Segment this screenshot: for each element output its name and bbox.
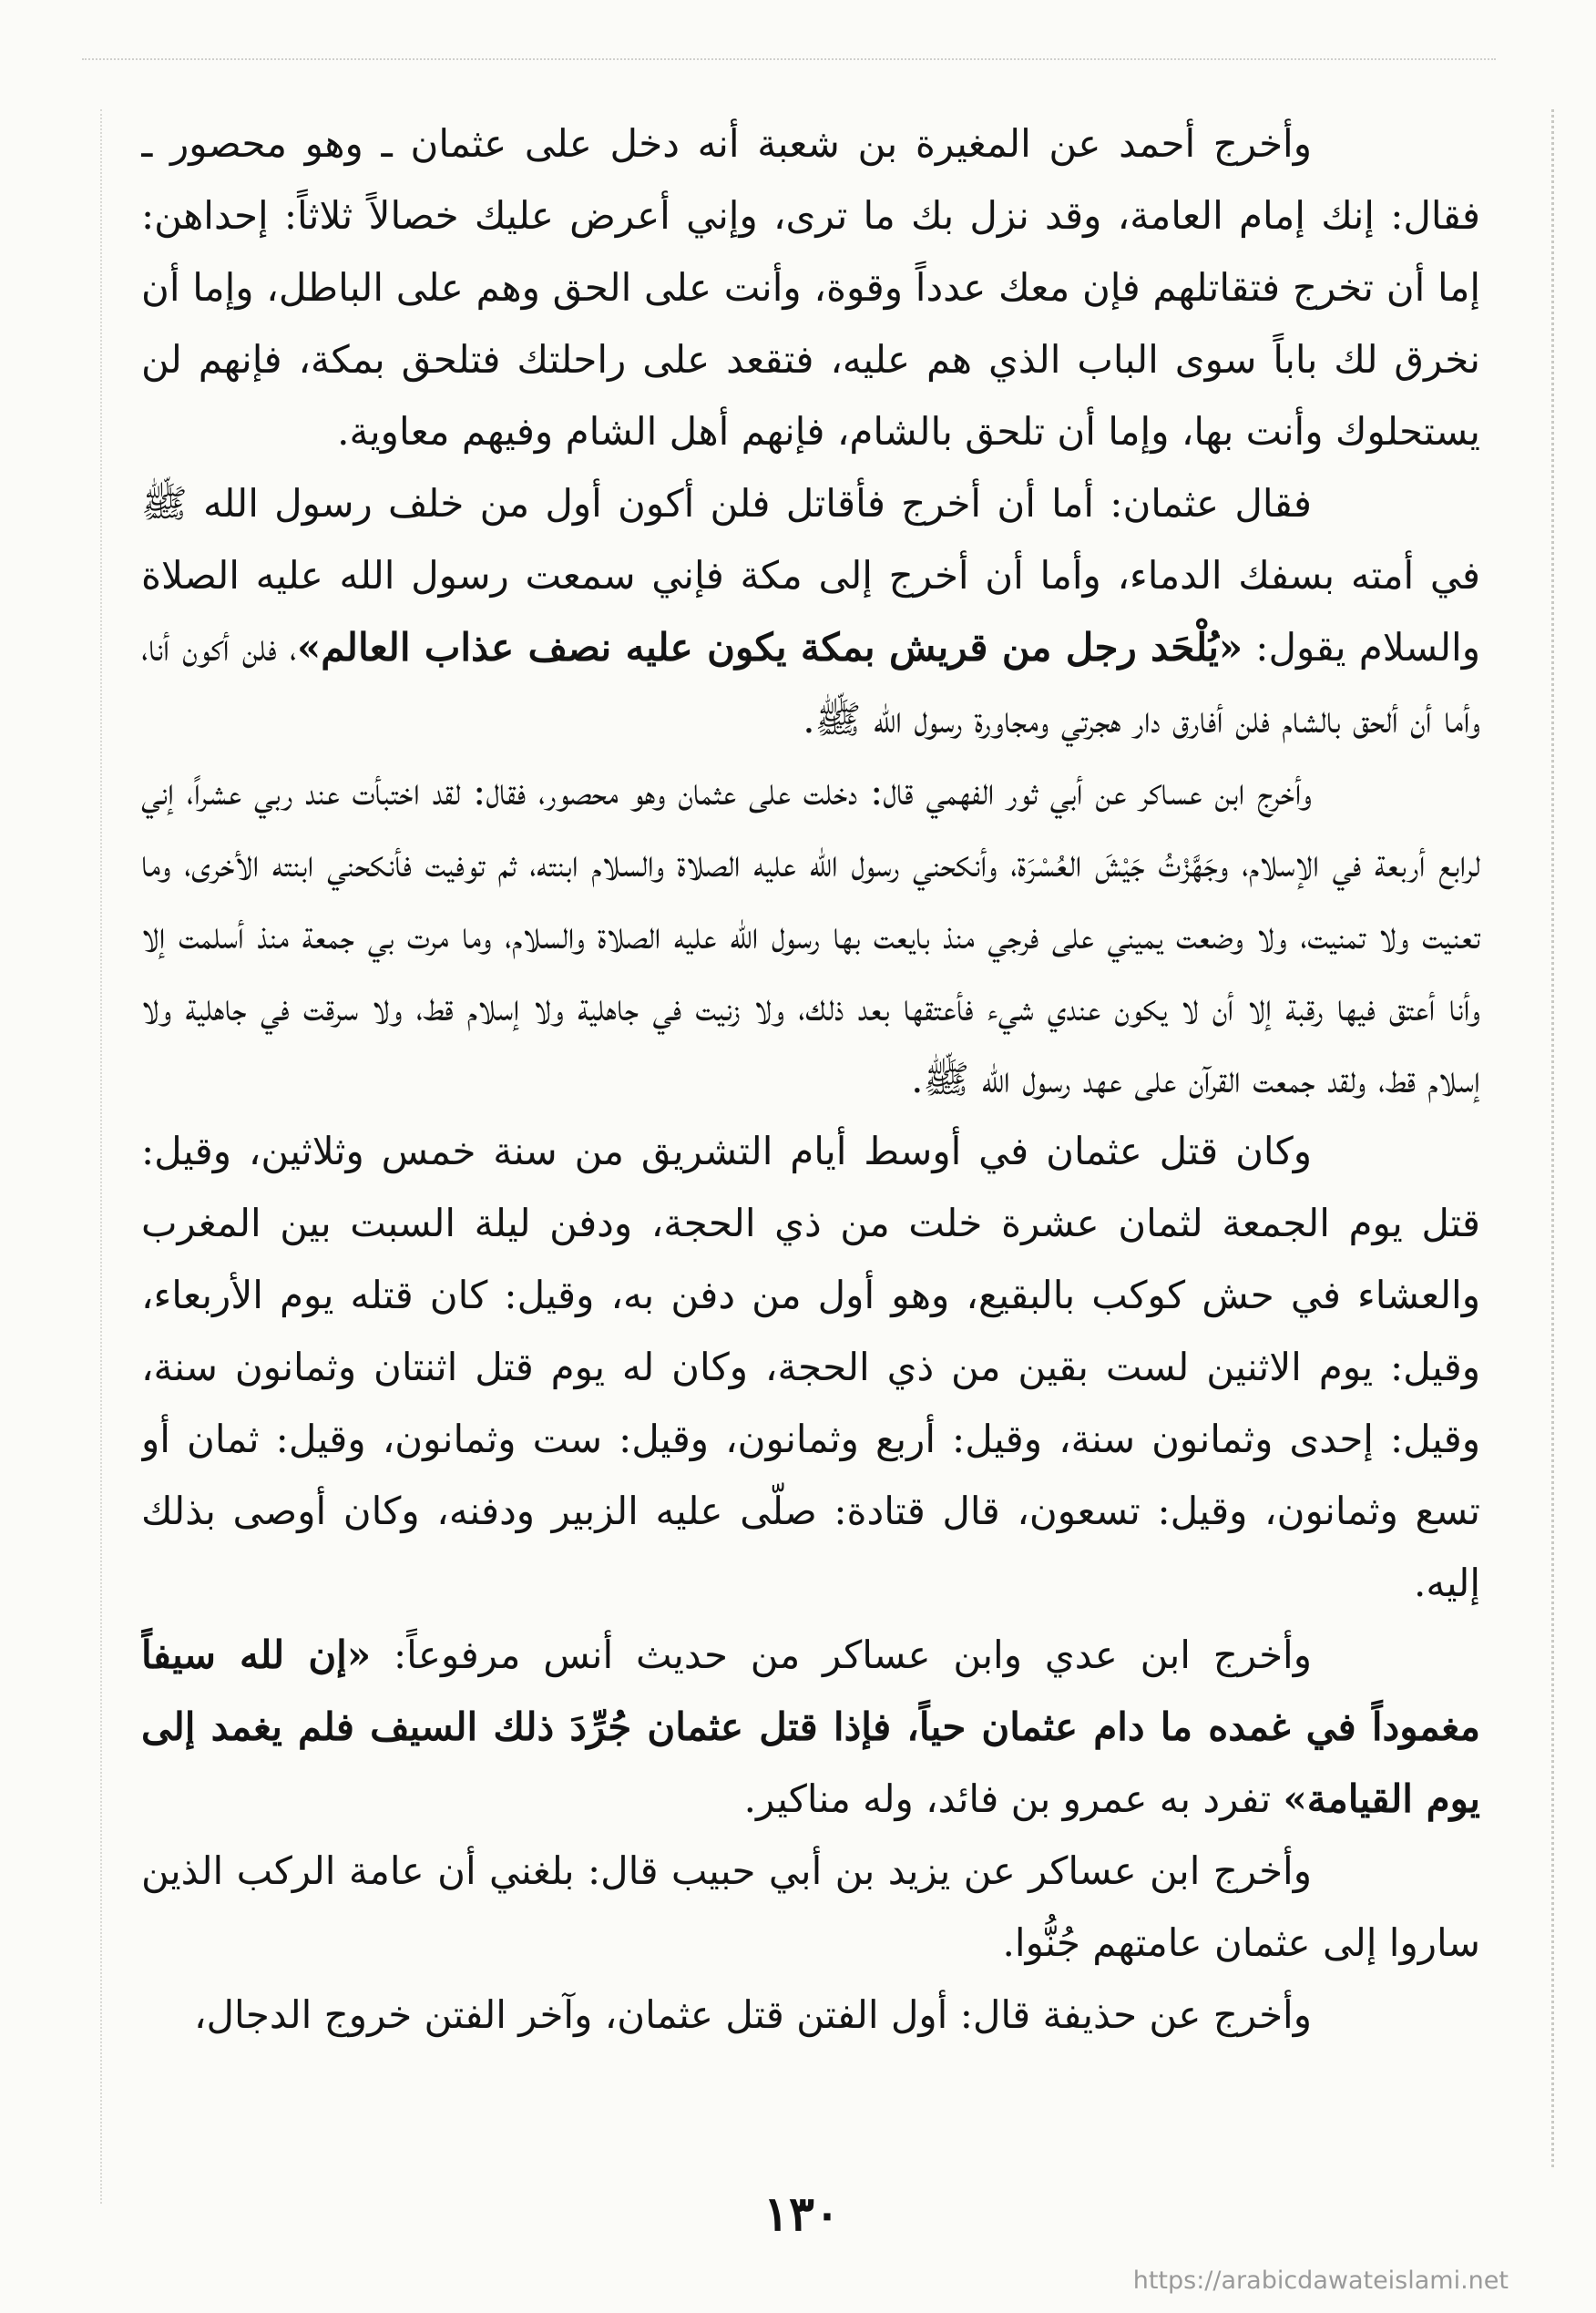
paragraph: [141, 107, 1480, 467]
paragraph: [141, 1619, 1480, 1835]
page-number: ١٣٠: [763, 2186, 840, 2242]
paragraph-text: وأخرج ابن عساكر عن أبي ثور الفهمي قال: دخلت على عثمان وهو محصور، فقال: لقد اختبأت عند ربي عشراً، إني لرابع أربعة في الإسلام، وجَهَّزْتُ جَيْشَ العُسْرَة، وأنكحني رسول الله عليه الصلاة والسلام ابنته، ثم توفيت فأنكحني ابنته الأخرى، وما تعنيت ولا تمنيت، ولا وضعت يميني على فرجي منذ بايعت بها رسول الله عليه الصلاة والسلام، وما مرت بي جمعة منذ أسلمت إلا وأنا أعتق فيها رقبة إلا أن لا يكون عندي شيء فأعتقها بعد ذلك، ولا زنيت في جاهلية ولا إسلام قط، ولا سرقت في جاهلية ولا إسلام قط، ولقد جمعت القرآن على عهد رسول الله ﷺ.: [141, 769, 1480, 1101]
hadith-quote: «يُلْحَد رجل من قريش بمكة يكون عليه نصف عذاب العالم»: [296, 625, 1243, 670]
paragraph: [141, 467, 1480, 755]
page-body: [141, 107, 1480, 2185]
hadith-quote: «إن لله سيفاً مغموداً في غمده ما دام عثمان حياً، فإذا قتل عثمان جُرِّدَ ذلك السيف فلم يغمد إلى يوم القيامة»: [141, 1632, 1480, 1821]
paragraph-text: وأخرج عن حذيفة قال: أول الفتن قتل عثمان، وآخر الفتن خروج الدجال،: [193, 1992, 1312, 2037]
paragraph: [141, 1979, 1480, 2051]
scan-edge-left: [100, 109, 102, 2204]
paragraph-text: ، فلن أكون أنا، وأما أن ألحق بالشام فلن أفارق دار هجرتي ومجاورة رسول الله ﷺ.: [141, 625, 1480, 742]
paragraph: [141, 755, 1480, 1115]
paragraph-text: وكان قتل عثمان في أوسط أيام التشريق من سنة خمس وثلاثين، وقيل: قتل يوم الجمعة لثمان عشرة خلت من ذي الحجة، ودفن ليلة السبت بين المغرب والعشاء في حش كوكب بالبقيع، وهو أول من دفن به، وقيل: كان قتله يوم الأربعاء، وقيل: يوم الاثنين لست بقين من ذي الحجة، وكان له يوم قتل اثنتان وثمانون سنة، وقيل: إحدى وثمانون سنة، وقيل: أربع وثمانون، وقيل: ست وثمانون، وقيل: ثمان أو تسع وثمانون، وقيل: تسعون، قال قتادة: صلّى عليه الزبير ودفنه، وكان أوصى بذلك إليه.: [141, 1129, 1480, 1605]
paragraph: [141, 1115, 1480, 1619]
scan-edge-top: [82, 58, 1496, 73]
paragraph-text: فقال عثمان: أما أن أخرج فأقاتل فلن أكون أول من خلف رسول الله ﷺ في أمته بسفك الدماء، وأما أن أخرج إلى مكة فإني سمعت رسول الله عليه الصلاة والسلام يقول:: [141, 481, 1480, 670]
watermark: https://arabicdawateislami.net: [1132, 2267, 1509, 2295]
scan-edge-right: [1551, 109, 1554, 2167]
paragraph-text: وأخرج ابن عساكر عن يزيد بن أبي حبيب قال: بلغني أن عامة الركب الذين ساروا إلى عثمان عامتهم جُنُّوا.: [141, 1848, 1480, 1965]
paragraph-text: وأخرج أحمد عن المغيرة بن شعبة أنه دخل على عثمان ـ وهو محصور ـ فقال: إنك إمام العامة، وقد نزل بك ما ترى، وإني أعرض عليك خصالاً ثلاثاً: إحداهن: إما أن تخرج فتقاتلهم فإن معك عدداً وقوة، وأنت على الحق وهم على الباطل، وإما أن نخرق لك باباً سوى الباب الذي هم عليه، فتقعد على راحلتك فتلحق بمكة، فإنهم لن يستحلوك وأنت بها، وإما أن تلحق بالشام، فإنهم أهل الشام وفيهم معاوية.: [141, 121, 1480, 454]
paragraph-text: تفرد به عمرو بن فائد، وله مناكير.: [743, 1776, 1284, 1821]
paragraph: [141, 1835, 1480, 1979]
paragraph-text: وأخرج ابن عدي وابن عساكر من حديث أنس مرفوعاً:: [371, 1632, 1312, 1677]
